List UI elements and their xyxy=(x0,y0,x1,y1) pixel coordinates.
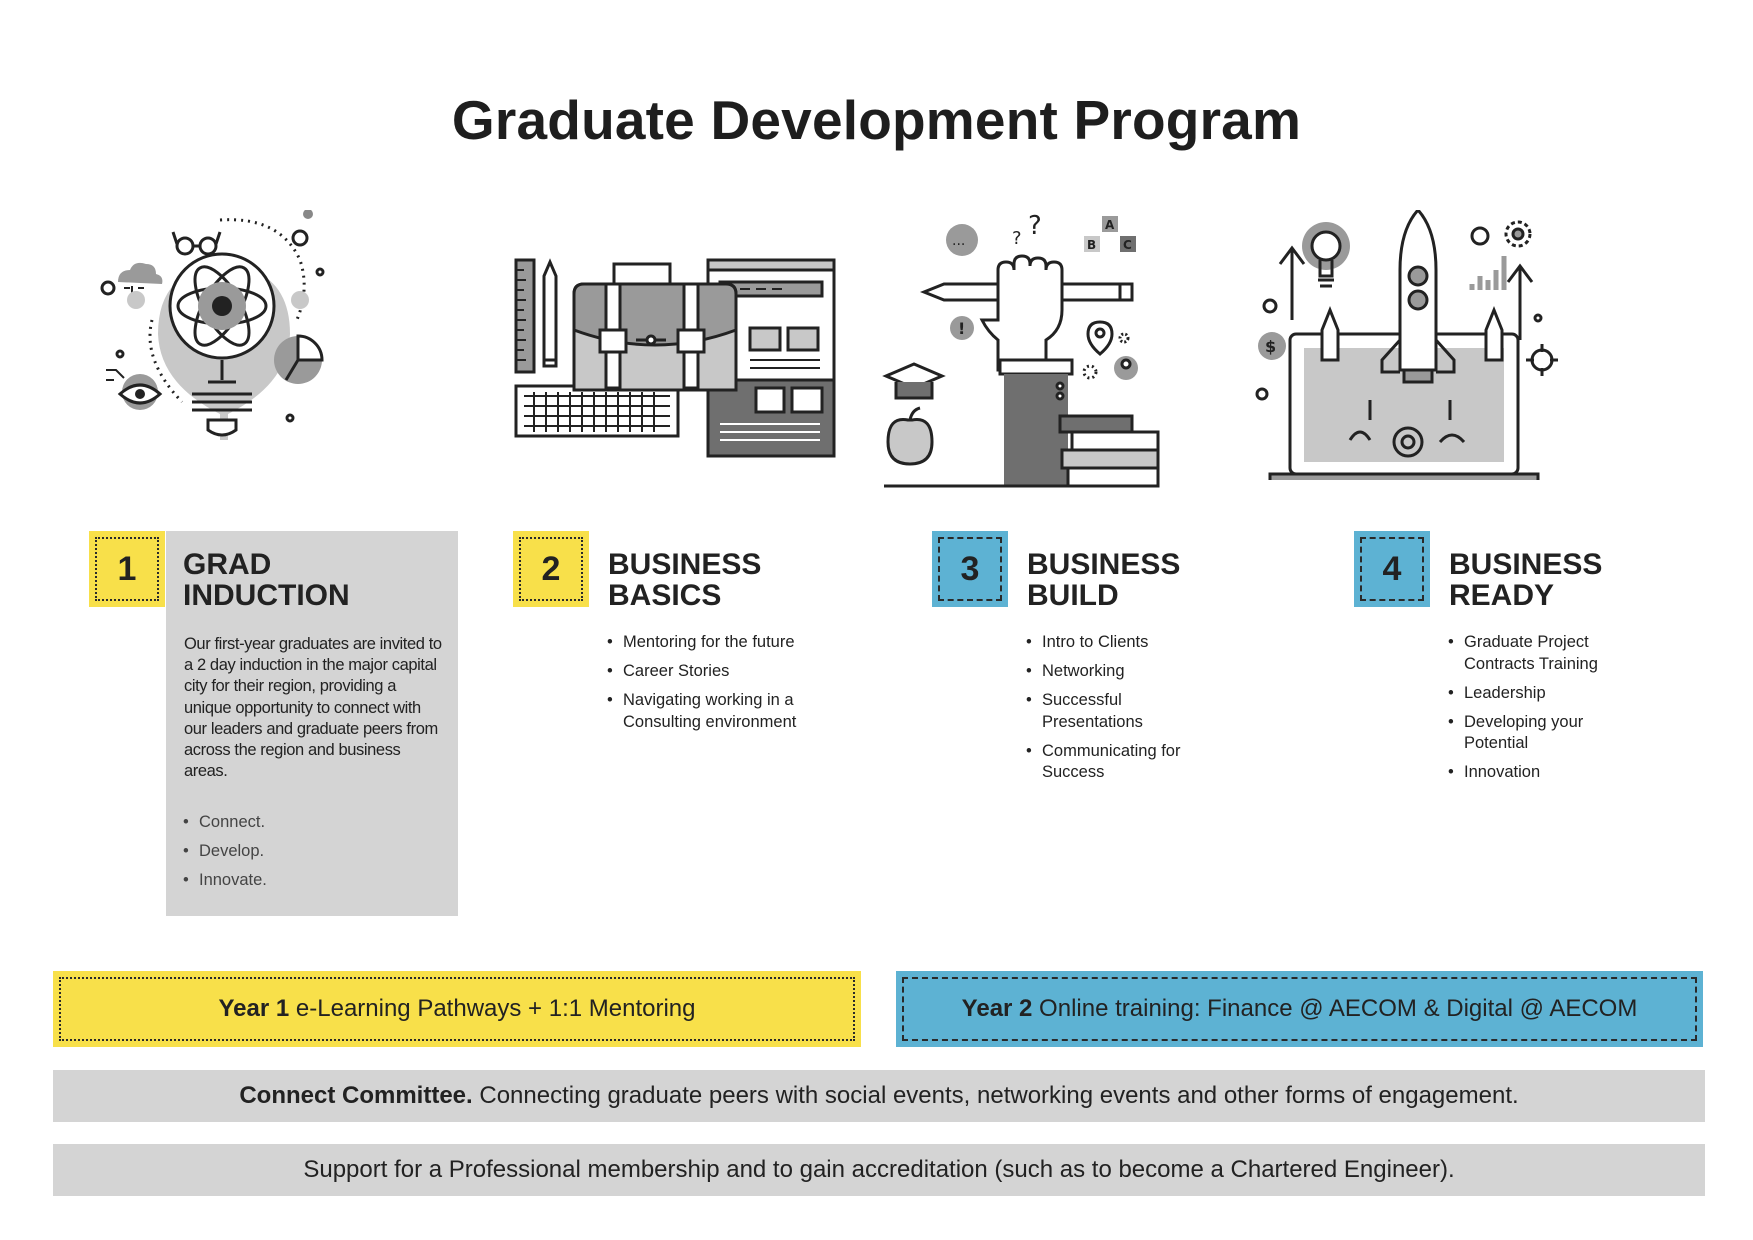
list-item: • Innovate. xyxy=(183,870,267,892)
svg-text:!: ! xyxy=(958,319,966,338)
stage-4-bullets xyxy=(1448,632,1648,791)
list-item: • Innovation xyxy=(1448,762,1648,784)
stage-1-bullets xyxy=(183,812,267,899)
support-band xyxy=(53,1144,1705,1196)
svg-text:$: $ xyxy=(1265,337,1277,356)
page-title: Graduate Development Program xyxy=(451,89,1302,151)
list-item: • Navigating working in a Consulting environment xyxy=(607,690,838,733)
stage-4-number: 4 xyxy=(1382,549,1402,588)
stage-2-number-badge xyxy=(513,531,589,607)
stage-3-number: 3 xyxy=(960,549,980,588)
stage-1-number-badge xyxy=(89,531,165,607)
stage-3-bullets xyxy=(1026,632,1186,791)
stage-3-number-badge xyxy=(932,531,1008,607)
stage-4-heading-line2: READY xyxy=(1449,579,1555,612)
svg-text:?: ? xyxy=(1012,228,1022,249)
year2-label: Year 2 xyxy=(961,995,1033,1022)
stage-1-description: Our first-year graduates are invited to a 2 day induction in the major capital city for their region, providing a unique opportunity to connect with our leaders and graduate peers from across the region and business areas. xyxy=(184,635,442,781)
list-item: • Communicating for Success xyxy=(1026,741,1186,784)
list-item: • Career Stories xyxy=(607,661,847,683)
connect-committee-band xyxy=(53,1070,1705,1122)
stage-4-heading xyxy=(1449,549,1602,611)
rocket-laptop-icon xyxy=(1250,210,1570,480)
support-text: Support for a Professional membership and to gain accreditation (such as to become a Chartered Engineer). xyxy=(303,1156,1455,1183)
list-item: • Networking xyxy=(1026,661,1186,683)
list-item: • Developing your Potential xyxy=(1448,712,1614,755)
stage-3-heading-line1: BUSINESS xyxy=(1027,548,1181,581)
stage-2-number: 2 xyxy=(541,549,561,588)
stage-1-number: 1 xyxy=(117,549,137,588)
connect-committee-label: Connect Committee. xyxy=(239,1082,473,1109)
lightbulb-atom-icon xyxy=(100,210,380,490)
stage-3-heading-line2: BUILD xyxy=(1027,579,1119,612)
list-item: • Leadership xyxy=(1448,683,1648,705)
stage-2-heading xyxy=(608,549,761,611)
svg-text:A: A xyxy=(1105,218,1115,232)
year1-label: Year 1 xyxy=(218,995,290,1022)
stage-2-heading-line2: BASICS xyxy=(608,579,722,612)
svg-text:...: ... xyxy=(952,233,966,249)
svg-text:B: B xyxy=(1087,238,1097,252)
list-item: • Successful Presentations xyxy=(1026,690,1186,733)
svg-text:?: ? xyxy=(1028,211,1042,241)
stage-4-heading-line1: BUSINESS xyxy=(1449,548,1603,581)
hand-learning-icon xyxy=(880,210,1170,490)
list-item: • Connect. xyxy=(183,812,267,834)
year1-text: e-Learning Pathways + 1:1 Mentoring xyxy=(289,995,696,1022)
stage-2-bullets xyxy=(607,632,847,741)
svg-text:C: C xyxy=(1123,238,1132,252)
briefcase-workspace-icon xyxy=(510,210,840,470)
year2-band xyxy=(896,971,1703,1047)
stage-1-heading xyxy=(183,549,350,611)
list-item: • Mentoring for the future xyxy=(607,632,847,654)
stage-2-heading-line1: BUSINESS xyxy=(608,548,762,581)
stage-4-number-badge xyxy=(1354,531,1430,607)
year2-text: Online training: Finance @ AECOM & Digital @ AECOM xyxy=(1032,995,1638,1022)
stage-3-heading xyxy=(1027,549,1180,611)
stage-1-heading-line1: GRAD xyxy=(183,548,272,581)
stage-1-heading-line2: INDUCTION xyxy=(183,579,350,612)
year1-band xyxy=(53,971,861,1047)
list-item: • Intro to Clients xyxy=(1026,632,1186,654)
connect-committee-text: Connecting graduate peers with social events, networking events and other forms of engagement. xyxy=(472,1082,1519,1109)
list-item: • Graduate Project Contracts Training xyxy=(1448,632,1648,675)
list-item: • Develop. xyxy=(183,841,267,863)
